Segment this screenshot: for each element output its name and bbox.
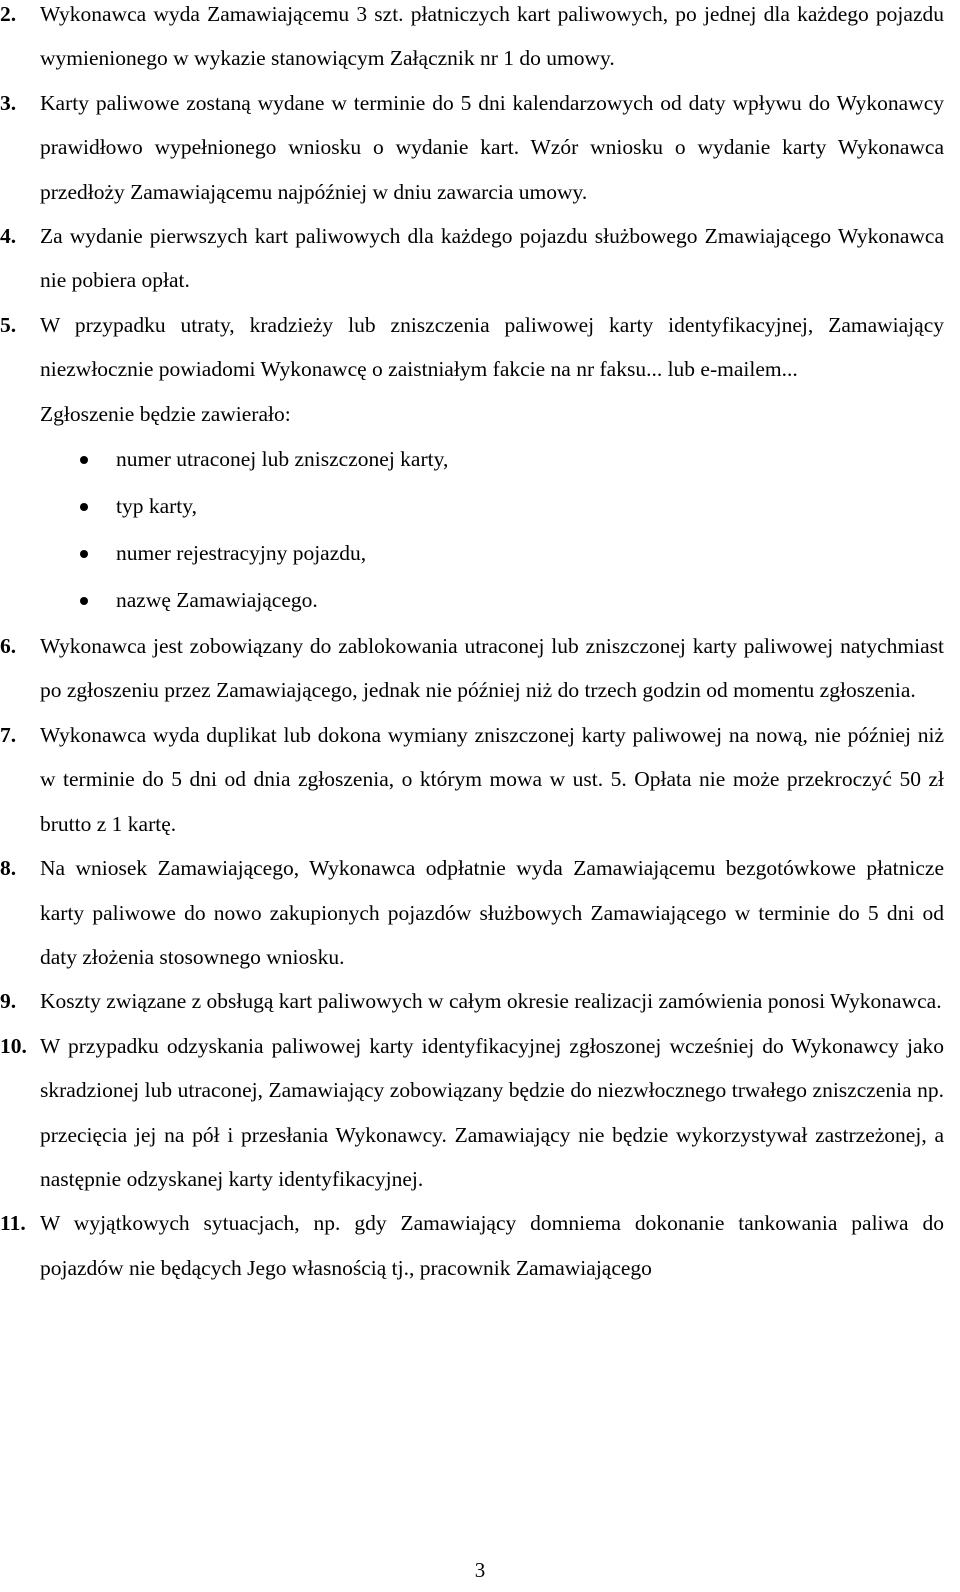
item-text: Za wydanie pierwszych kart paliwowych dla każdego pojazdu służbowego Zmawiającego Wykonawca nie pobiera opłat.: [40, 224, 944, 293]
list-item: [0, 1024, 960, 1202]
item-text: W przypadku utraty, kradzieży lub zniszczenia paliwowej karty identyfikacyjnej, Zamawiający niezwłocznie powiadomi Wykonawcę o zaistniałym fakcie na nr faksu... lub e-mailem...: [40, 312, 944, 382]
item-text: W wyjątkowych sytuacjach, np. gdy Zamawiający domniema dokonanie tankowania paliwa do pojazdów nie będących Jego własnością tj., pracownik Zamawiającego: [40, 1211, 944, 1280]
list-item: [0, 303, 960, 624]
item-number: 4.: [0, 224, 17, 249]
item-number: 11.: [0, 1211, 26, 1236]
bullet-item: nazwę Zamawiającego.: [40, 577, 944, 624]
item-text: Wykonawca jest zobowiązany do zablokowania utraconej lub zniszczonej karty paliwowej natychmiast po zgłoszeniu przez Zamawiającego, jednak nie później niż do trzech godzin od momentu zgłoszenia.: [40, 634, 944, 703]
list-item: [0, 846, 960, 979]
bullet-icon: [80, 597, 88, 605]
item-number: 9.: [0, 989, 17, 1014]
bullet-icon: [80, 456, 88, 464]
item-text: W przypadku odzyskania paliwowej karty identyfikacyjnej zgłoszonej wcześniej do Wykonawcy jako skradzionej lub utraconej, Zamawiający zobowiązany będzie do niezwłocznego trwałego zniszczenia np. przecięcia jej na pół i przesłania Wykonawcy. Zamawiający nie będzie wykorzystywał zastrzeżonej, a następnie odzyskanej karty identyfikacyjnej.: [40, 1033, 944, 1191]
item-text: Wykonawca wyda duplikat lub dokona wymiany zniszczonej karty paliwowej na nową, nie później niż w terminie do 5 dni od dnia zgłoszenia, o którym mowa w ust. 5. Opłata nie może przekroczyć 50 zł brutto z 1 kartę.: [40, 722, 944, 836]
item-number: 5.: [0, 312, 17, 337]
bullet-item: numer rejestracyjny pojazdu,: [40, 530, 944, 577]
list-item: [0, 713, 960, 846]
bullet-icon: [80, 503, 88, 511]
item-text: Na wniosek Zamawiającego, Wykonawca odpłatnie wyda Zamawiającemu bezgotówkowe płatnicze karty paliwowe do nowo zakupionych pojazdów służbowych Zamawiającego w terminie do 5 dni od daty złożenia stosownego wniosku.: [40, 856, 944, 969]
item-text: Koszty związane z obsługą kart paliwowych w całym okresie realizacji zamówienia ponosi Wykonawca.: [40, 989, 942, 1014]
list-item: [0, 0, 960, 81]
item-number: 7.: [0, 722, 17, 747]
bullet-item: numer utraconej lub zniszczonej karty,: [40, 436, 944, 483]
item-text: Wykonawca wyda Zamawiającemu 3 szt. płatniczych kart paliwowych, po jednej dla każdego pojazdu wymienionego w wykazie stanowiącym Załącznik nr 1 do umowy.: [40, 2, 944, 71]
list-item: [0, 979, 960, 1023]
item-subheading: Zgłoszenie będzie zawierało:: [40, 401, 291, 426]
list-item: [0, 624, 960, 713]
item-number: 3.: [0, 90, 17, 115]
bullet-item: typ karty,: [40, 483, 944, 530]
list-item: [0, 214, 960, 303]
item-number: 6.: [0, 634, 17, 659]
item-number: 10.: [0, 1033, 27, 1058]
list-item: [0, 1201, 960, 1290]
bullet-icon: [80, 550, 88, 558]
bullet-list: [40, 436, 944, 624]
item-number: 8.: [0, 856, 17, 881]
item-text: Karty paliwowe zostaną wydane w terminie do 5 dni kalendarzowych od daty wpływu do Wykonawcy prawidłowo wypełnionego wniosku o wydanie kart. Wzór wniosku o wydanie karty Wykonawca przedłoży Zamawiającemu najpóźniej w dniu zawarcia umowy.: [40, 90, 944, 204]
item-number: 2.: [0, 2, 17, 26]
list-item: [0, 81, 960, 214]
page-number: 3: [474, 1558, 486, 1582]
